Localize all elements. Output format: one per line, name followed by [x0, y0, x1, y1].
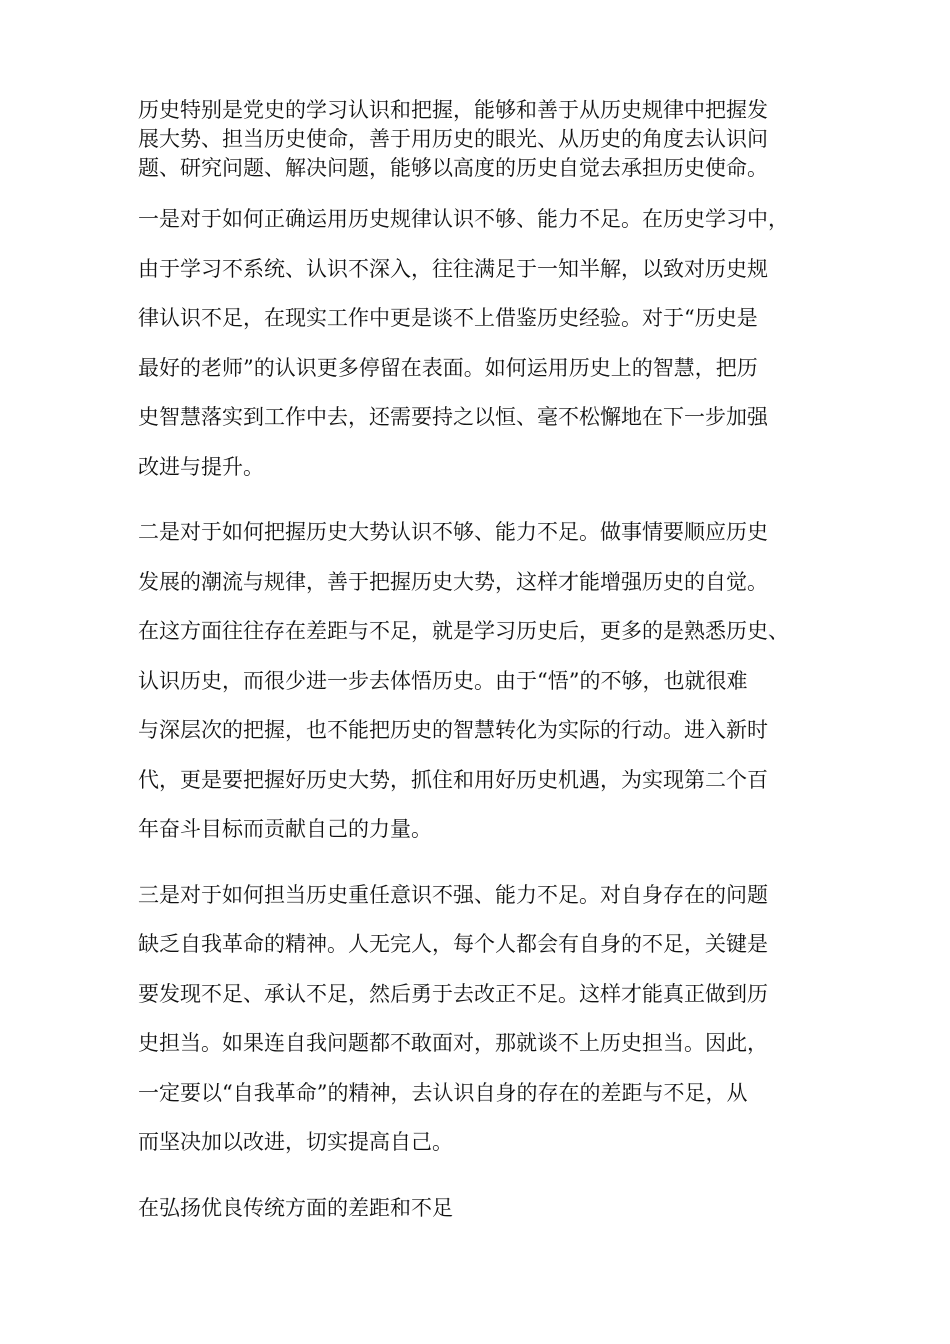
- point-1-paragraph: 一是对于如何正确运用历史规律认识不够、能力不足。在历史学习中， 由于学习不系统、认识不深入，往往满足于一知半解，以致对历史规 律认识不足，在现实工作中更是谈不上借鉴历史经验。对于“历史是 最好的老师”的认识更多停留在表面。如何运用历史上的智慧，把历 史智慧落实到工作中去，还需要持之以恒、毫不松懈地在下一步加强 改进与提升。: [138, 207, 789, 479]
- section-heading: 在弘扬优良传统方面的差距和不足: [138, 1195, 453, 1220]
- point-3-paragraph: 三是对于如何担当历史重任意识不强、能力不足。对自身存在的问题 缺乏自我革命的精神。人无完人，每个人都会有自身的不足，关键是 要发现不足、承认不足，然后勇于去改正不足。这样才能真正做到历 史担当。如果连自我问题都不敢面对，那就谈不上历史担当。因此， 一定要以“自我革命”的精神，去认识自身的存在的差距与不足，从 而坚决加以改进，切实提高自己。: [138, 882, 768, 1154]
- document-page: [138, 96, 828, 1233]
- point-2-paragraph: 二是对于如何把握历史大势认识不够、能力不足。做事情要顺应历史 发展的潮流与规律，善于把握历史大势，这样才能增强历史的自觉。 在这方面往往存在差距与不足，就是学习历史后，更多的是熟悉历史、 认识历史，而很少进一步去体悟历史。由于“悟”的不够，也就很难 与深层次的把握，也不能把历史的智慧转化为实际的行动。进入新时 代，更是要把握好历史大势，抓住和用好历史机遇，为实现第二个百 年奋斗目标而贡献自己的力量。: [138, 520, 789, 841]
- intro-paragraph: 历史特别是党史的学习认识和把握，能够和善于从历史规律中把握发 展大势、担当历史使命，善于用历史的眼光、从历史的角度去认识问 题、研究问题、解决问题，能够以高度的历史自觉去承担历史使命。: [138, 98, 768, 180]
